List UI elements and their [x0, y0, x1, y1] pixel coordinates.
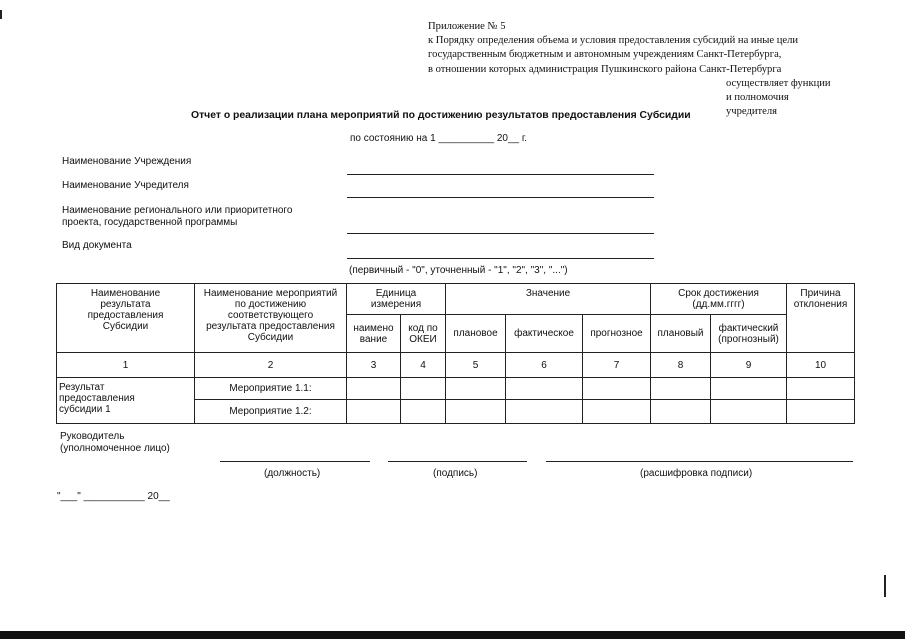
table-cell[interactable]: [711, 400, 787, 424]
column-number: 10: [787, 353, 855, 378]
table-cell[interactable]: [347, 400, 401, 424]
column-number: 6: [506, 353, 583, 378]
institution-label: Наименование Учреждения: [62, 156, 192, 167]
header-unit-code: код по ОКЕИ: [401, 315, 446, 353]
project-field[interactable]: [347, 233, 654, 234]
column-number: 1: [57, 353, 195, 378]
scan-mark: [884, 575, 886, 597]
appendix-title: Приложение № 5: [428, 21, 506, 32]
header-unit-name: наимено вание: [347, 315, 401, 353]
report-table: [56, 283, 855, 424]
header-value: Значение: [446, 284, 651, 315]
report-title: Отчет о реализации плана мероприятий по достижению результатов предоставления Субсидии: [191, 110, 691, 121]
table-cell[interactable]: [347, 378, 401, 400]
appendix-line: учредителя: [726, 106, 778, 118]
column-number: 4: [401, 353, 446, 378]
table-cell[interactable]: [651, 400, 711, 424]
header-deadline-planned: плановый: [651, 315, 711, 353]
head-label: [60, 431, 170, 455]
head-label-line: Руководитель: [60, 431, 125, 442]
table-cell[interactable]: [506, 400, 583, 424]
header-actual: фактическое: [506, 315, 583, 353]
head-label-line: (уполномоченное лицо): [60, 443, 170, 454]
doc-type-label: Вид документа: [62, 240, 132, 251]
signature-decode-field[interactable]: [546, 461, 853, 462]
appendix-line: в отношении которых администрация Пушкинского района Санкт-Петербурга: [428, 63, 782, 75]
doc-type-field[interactable]: [347, 258, 654, 259]
appendix-line: и полномочия: [726, 92, 789, 104]
doc-type-note: (первичный - "0", уточненный - "1", "2", "3", "..."): [349, 265, 568, 276]
table-cell[interactable]: [446, 378, 506, 400]
result-label: Результат предоставления субсидии 1: [57, 378, 195, 424]
table-cell[interactable]: [401, 378, 446, 400]
scan-edge-bar: [0, 631, 905, 639]
as-of-date: по состоянию на 1 __________ 20__ г.: [350, 133, 528, 144]
decode-caption: (расшифровка подписи): [640, 468, 753, 479]
signature-field[interactable]: [388, 461, 527, 462]
header-measures: Наименование мероприятий по достижению соответствующего результата предоставления Субсидии: [195, 284, 347, 353]
scan-mark: [0, 10, 2, 19]
header-unit: Единица измерения: [347, 284, 446, 315]
header-forecast: прогнозное: [583, 315, 651, 353]
column-number: 8: [651, 353, 711, 378]
appendix-line: осуществляет функции: [726, 77, 831, 89]
founder-label: Наименование Учредителя: [62, 180, 189, 191]
header-deadline: Срок достижения (дд.мм.гггг): [651, 284, 787, 315]
project-label-line: проекта, государственной программы: [62, 217, 238, 228]
table-cell[interactable]: [446, 400, 506, 424]
appendix-note: [428, 20, 831, 119]
column-numbers-row: [57, 353, 855, 378]
position-caption: (должность): [264, 468, 321, 479]
signature-caption: (подпись): [433, 468, 478, 479]
table-cell[interactable]: [787, 400, 855, 424]
header-reason: Причина отклонения: [787, 284, 855, 353]
table-row: [57, 378, 855, 400]
project-label-line: Наименование регионального или приоритетного: [62, 205, 293, 216]
table-cell[interactable]: [506, 378, 583, 400]
header-planned: плановое: [446, 315, 506, 353]
column-number: 2: [195, 353, 347, 378]
appendix-line: к Порядку определения объема и условия предоставления субсидий на иные цели: [428, 35, 799, 47]
measure-name: Мероприятие 1.1:: [195, 378, 347, 400]
table-cell[interactable]: [651, 378, 711, 400]
table-cell[interactable]: [711, 378, 787, 400]
institution-field[interactable]: [347, 174, 654, 175]
date-line: "___" ___________ 20__: [57, 491, 170, 502]
header-deadline-actual: фактический (прогнозный): [711, 315, 787, 353]
table-cell[interactable]: [401, 400, 446, 424]
measure-name: Мероприятие 1.2:: [195, 400, 347, 424]
column-number: 9: [711, 353, 787, 378]
position-field[interactable]: [220, 461, 370, 462]
column-number: 5: [446, 353, 506, 378]
project-label: [62, 205, 292, 229]
appendix-line: государственным бюджетным и автономным учреждениям Санкт-Петербурга,: [428, 49, 782, 61]
column-number: 3: [347, 353, 401, 378]
founder-field[interactable]: [347, 197, 654, 198]
header-result: Наименование результата предоставления Субсидии: [57, 284, 195, 353]
table-cell[interactable]: [583, 400, 651, 424]
table-cell[interactable]: [583, 378, 651, 400]
column-number: 7: [583, 353, 651, 378]
table-cell[interactable]: [787, 378, 855, 400]
